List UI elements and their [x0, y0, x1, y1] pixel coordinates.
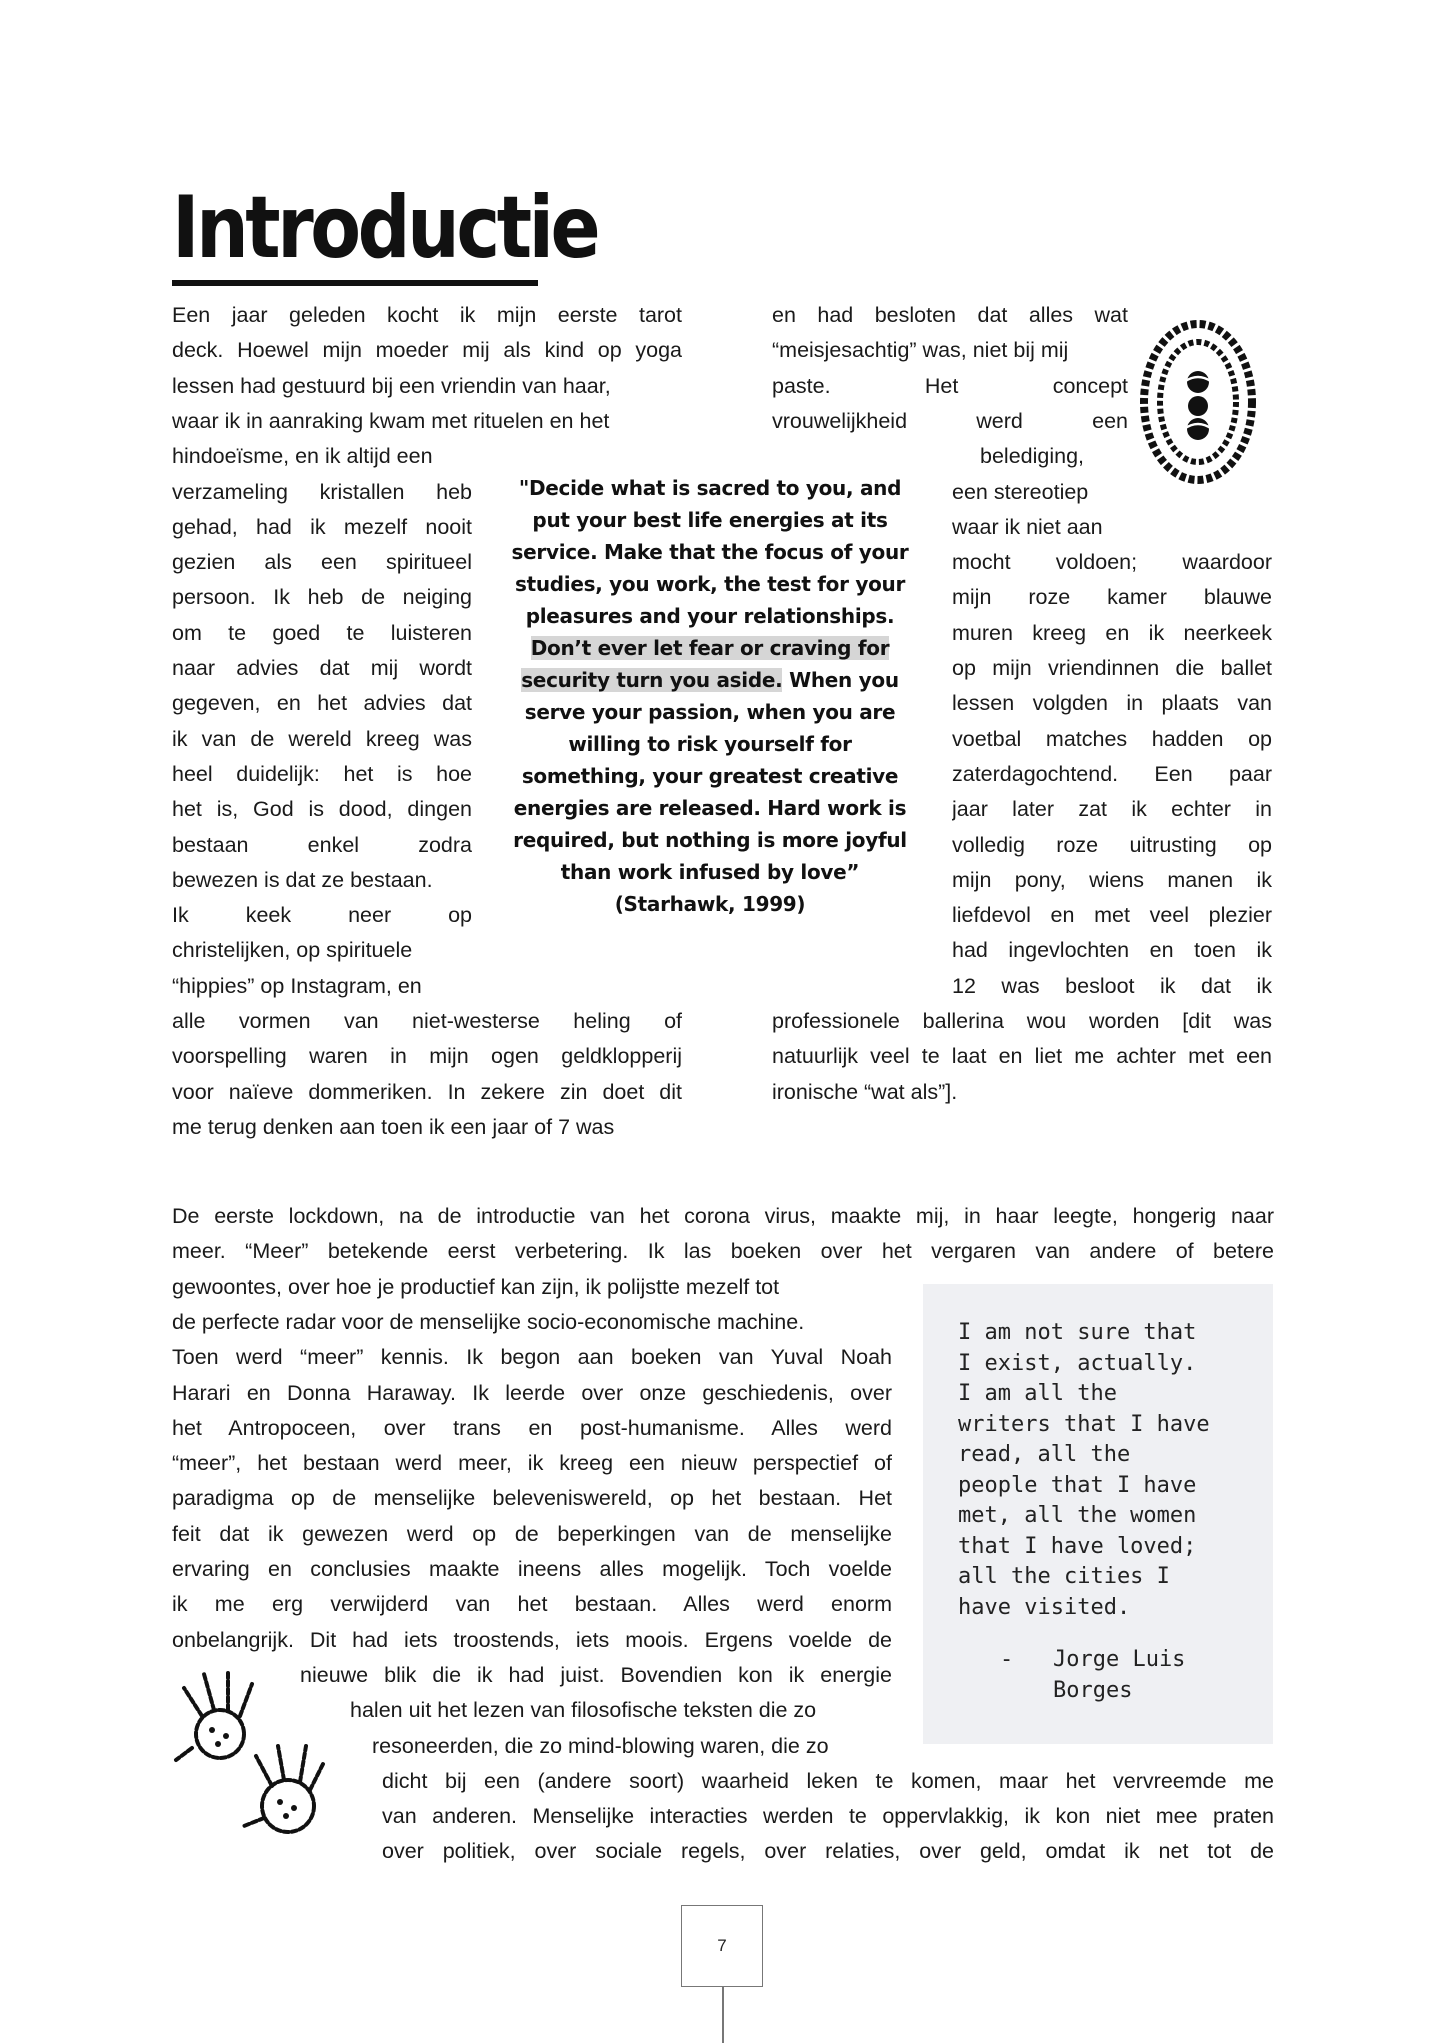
intro-left-line: lessen had gestuurd bij een vriendin van haar,	[172, 373, 611, 398]
lockdown-line: onbelangrijk. Dit had iets troostends, iets moois. Ergens voelde de	[172, 1627, 892, 1652]
intro-right-line: voetbal matches hadden op	[952, 726, 1272, 751]
lockdown-line: van anderen. Menselijke interacties werden te oppervlakkig, ik kon niet mee praten	[382, 1804, 1274, 1829]
lockdown-line: De eerste lockdown, na de introductie van het corona virus, maakte mij, in haar leegte, hongerig naar	[172, 1204, 1274, 1228]
intro-left-line: deck. Hoewel mijn moeder mij als kind op yoga	[172, 338, 682, 363]
intro-left-line: persoon. Ik heb de neiging	[172, 585, 472, 610]
lockdown-line: resoneerden, die zo mind-blowing waren, die zo	[372, 1733, 829, 1758]
lockdown-line: over politiek, over sociale regels, over relaties, over geld, omdat ik net tot de	[382, 1839, 1274, 1864]
intro-right-line: op mijn vriendinnen die ballet	[952, 656, 1272, 680]
page-number-stem	[722, 1987, 724, 2043]
lockdown-line: ik me erg verwijderd van het bestaan. Alles werd enorm	[172, 1592, 892, 1617]
lockdown-line: feit dat ik gewezen werd op de beperkingen van de menselijke	[172, 1521, 892, 1546]
intro-right-line: had ingevlochten en toen ik	[952, 938, 1272, 963]
intro-left-line: waar ik in aanraking kwam met rituelen en het	[172, 408, 610, 433]
lockdown-line: nieuwe blik die ik had juist. Bovendien kon ik energie	[300, 1662, 892, 1687]
intro-right-line: 12 was besloot ik dat ik	[952, 973, 1272, 998]
borges-quote-text: I am not sure that I exist, actually. I am all the writers that I have read, all the people that I have met, all the women that I have loved; all the cities I have visited.	[958, 1320, 1210, 1620]
intro-right-line: muren kreeg en ik neerkeek	[952, 620, 1272, 645]
intro-left-line: hindoeïsme, en ik altijd een	[172, 444, 433, 469]
intro-right-line: natuurlijk veel te laat en liet me achter met een	[772, 1044, 1272, 1069]
lockdown-line: Harari en Donna Haraway. Ik leerde over onze geschiedenis, over	[172, 1380, 892, 1405]
intro-left-line: voorspelling waren in mijn ogen geldklopperij	[172, 1044, 682, 1069]
intro-right-line: waar ik niet aan	[952, 514, 1103, 539]
intro-right-line: ironische “wat als”].	[772, 1079, 958, 1104]
intro-left-line: voor naïeve dommeriken. In zekere zin doet dit	[172, 1079, 682, 1104]
quote-text: "Decide what is sacred to you, and put your best life energies at its service. Make that the focus of your studies, you work, the test for your pleasures and your relationships.	[511, 476, 909, 628]
lockdown-line: “meer”, het bestaan werd meer, ik kreeg een nieuw perspectief of	[172, 1451, 892, 1476]
intro-right-line: lessen volgden in plaats van	[952, 691, 1272, 716]
intro-right-line: een stereotiep	[952, 479, 1089, 504]
lockdown-line: dicht bij een (andere soort) waarheid leken te komen, maar het vervreemde me	[382, 1768, 1274, 1793]
tarot-symbol-icon	[1136, 318, 1260, 486]
lockdown-line: halen uit het lezen van filosofische teksten die zo	[350, 1698, 817, 1723]
lockdown-line: Toen werd “meer” kennis. Ik begon aan boeken van Yuval Noah	[172, 1345, 892, 1370]
intro-left-line: ik van de wereld kreeg was	[172, 726, 472, 751]
intro-left-line: het is, God is dood, dingen	[172, 797, 472, 822]
lockdown-line: paradigma op de menselijke beleveniswereld, op het bestaan. Het	[172, 1486, 892, 1511]
lockdown-line: gewoontes, over hoe je productief kan zijn, ik polijstte mezelf tot	[172, 1274, 780, 1299]
intro-left-line: me terug denken aan toen ik een jaar of 7 was	[172, 1114, 615, 1139]
intro-right-line: mocht voldoen; waardoor	[952, 550, 1272, 575]
intro-right-line: vrouwelijkheid werd een	[772, 408, 1128, 433]
intro-right-line: liefdevol en met veel plezier	[952, 903, 1272, 928]
title-underline	[172, 280, 538, 286]
intro-left-line: Ik keek neer op	[172, 903, 472, 928]
intro-right-line: mijn pony, wiens manen ik	[952, 867, 1272, 892]
intro-left-line: gehad, had ik mezelf nooit	[172, 514, 472, 539]
intro-right-line: professionele ballerina wou worden [dit was	[772, 1009, 1272, 1033]
intro-left-line: “hippies” op Instagram, en	[172, 973, 422, 998]
intro-left-line: bestaan enkel zodra	[172, 832, 472, 857]
intro-left-line: heel duidelijk: het is hoe	[172, 761, 472, 786]
quote-text-continued: When you serve your passion, when you are willing to risk yourself for something, your greatest creative energies are released. Hard work is required, but nothing is more joyful than work infused by love” (Starhawk, 1999)	[513, 668, 907, 916]
intro-left-line: gegeven, en het advies dat	[172, 691, 472, 716]
handprints-icon	[172, 1658, 372, 1858]
lockdown-line: ervaring en conclusies maakte ineens alles mogelijk. Toch voelde	[172, 1557, 892, 1581]
page-title: Introductie	[172, 178, 598, 278]
borges-attribution: - Jorge Luis Borges	[1000, 1647, 1186, 1703]
quote-highlight: Don’t ever let fear or craving for security turn you aside.	[521, 636, 890, 692]
page-number: 7	[681, 1905, 763, 1987]
lockdown-line: meer. “Meer” betekende eerst verbetering. Ik las boeken over het vergaren van andere of betere	[172, 1239, 1274, 1264]
intro-right-line: belediging,	[980, 444, 1085, 469]
lockdown-line: het Antropoceen, over trans en post-humanisme. Alles werd	[172, 1415, 892, 1440]
intro-left-line: naar advies dat mij wordt	[172, 656, 472, 680]
starhawk-quote	[505, 472, 915, 920]
intro-right-line: paste. Het concept	[772, 373, 1128, 398]
intro-right-line: zaterdagochtend. Een paar	[952, 761, 1272, 786]
intro-right-line: “meisjesachtig” was, niet bij mij	[772, 338, 1069, 363]
intro-left-line: alle vormen van niet-westerse heling of	[172, 1009, 682, 1033]
lockdown-line: de perfecte radar voor de menselijke socio-economische machine.	[172, 1309, 805, 1334]
intro-right-line: volledig roze uitrusting op	[952, 832, 1272, 857]
intro-left-line: om te goed te luisteren	[172, 620, 472, 645]
intro-left-line: verzameling kristallen heb	[172, 479, 472, 504]
intro-left-line: gezien als een spiritueel	[172, 550, 472, 575]
intro-right-line: mijn roze kamer blauwe	[952, 585, 1272, 610]
intro-left-line: bewezen is dat ze bestaan.	[172, 867, 433, 892]
intro-right-line: en had besloten dat alles wat	[772, 303, 1128, 327]
intro-right-line: jaar later zat ik echter in	[952, 797, 1272, 822]
intro-left-line: Een jaar geleden kocht ik mijn eerste tarot	[172, 303, 682, 327]
intro-left-line: christelijken, op spirituele	[172, 938, 413, 963]
